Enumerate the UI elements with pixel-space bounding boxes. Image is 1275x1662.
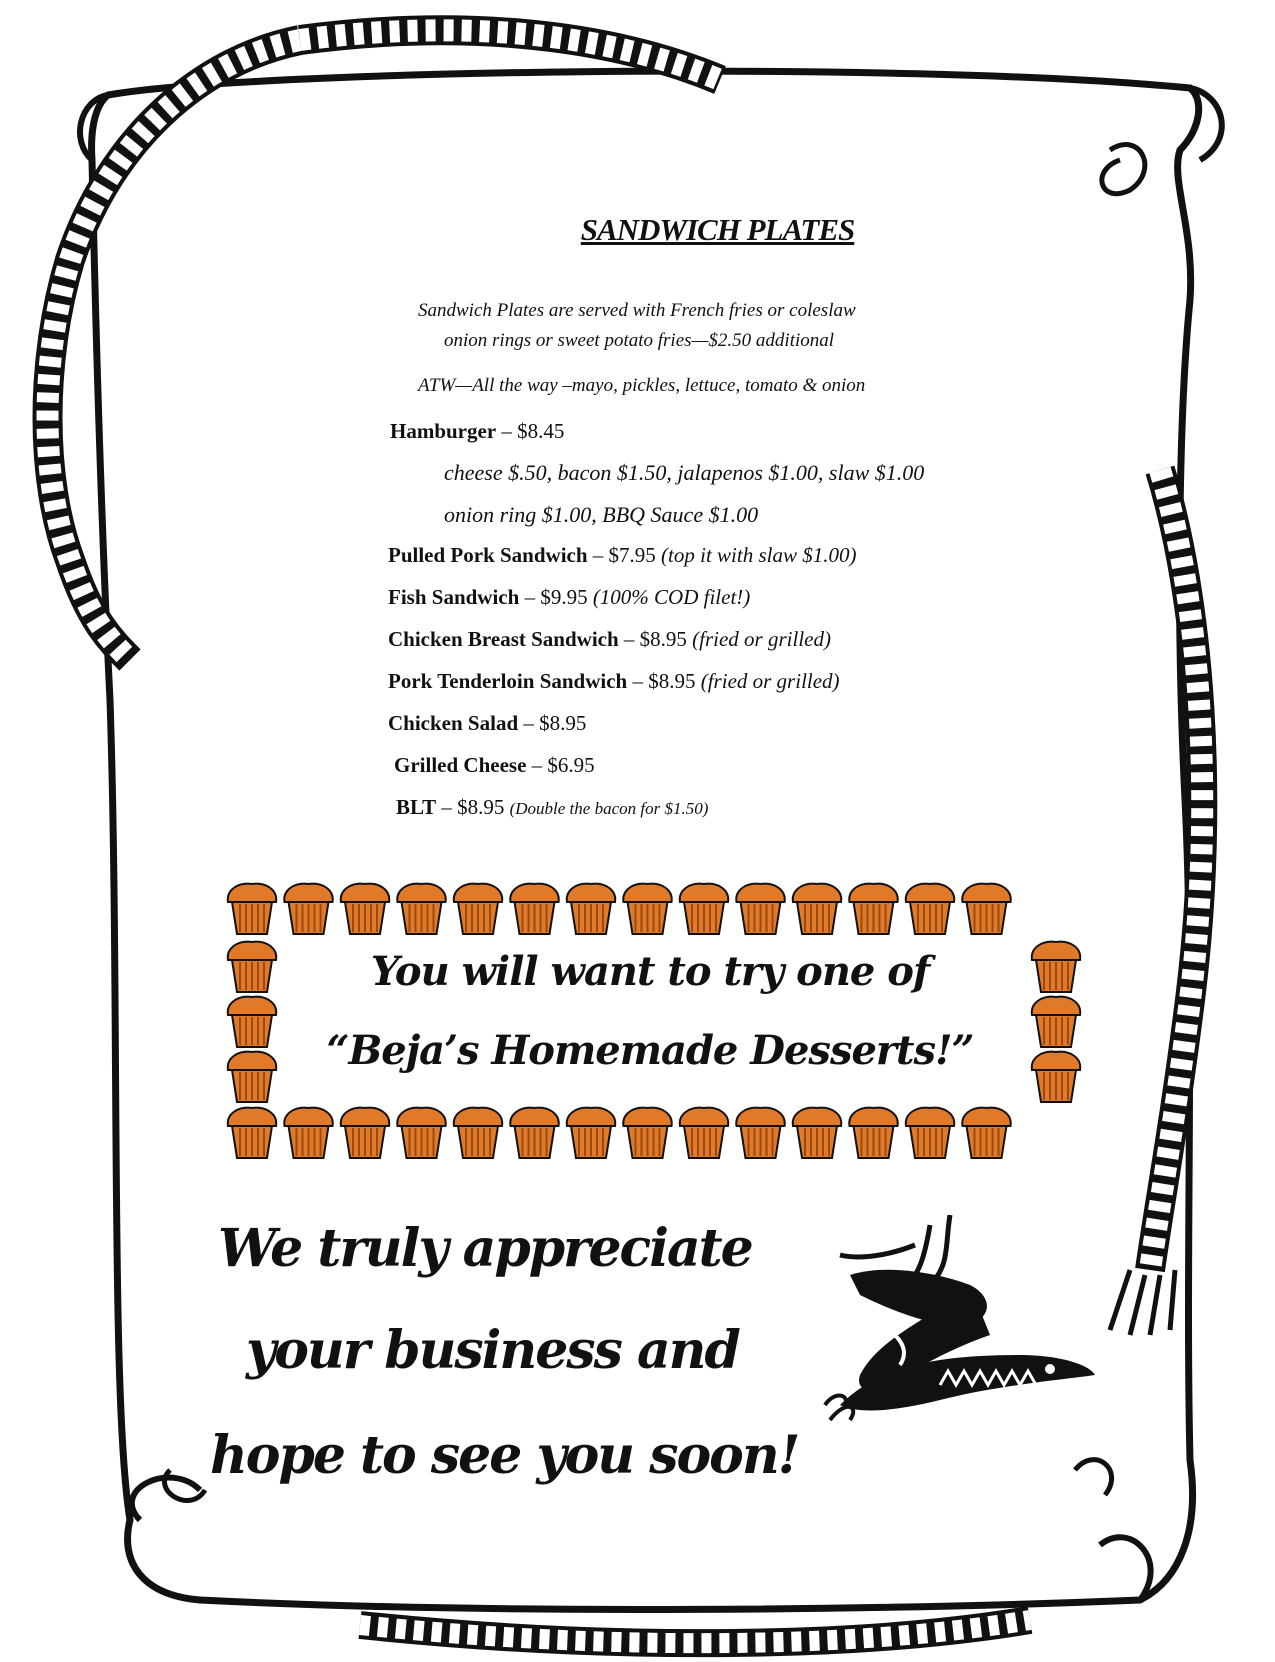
- item-name: Chicken Salad: [388, 711, 519, 735]
- muffin-icon: [623, 884, 671, 934]
- muffin-icon: [680, 884, 728, 934]
- item-price: – $9.95: [519, 585, 593, 609]
- muffin-icon: [284, 1108, 332, 1158]
- muffin-icon: [284, 884, 332, 934]
- muffin-icon: [228, 1108, 276, 1158]
- muffin-icon: [906, 884, 954, 934]
- muffin-icon: [680, 1108, 728, 1158]
- closing-line2: your business and: [246, 1320, 739, 1381]
- item-name: Fish Sandwich: [388, 585, 520, 609]
- dessert-line2: “Beja’s Homemade Desserts!”: [326, 1027, 974, 1074]
- muffin-icon: [906, 1108, 954, 1158]
- muffin-icon: [228, 1052, 276, 1102]
- hamburger-addons-line2: onion ring $1.00, BBQ Sauce $1.00: [444, 502, 759, 527]
- item-extra: (100% COD filet!): [592, 585, 751, 609]
- muffin-icon: [793, 1108, 841, 1158]
- muffin-icon: [736, 884, 784, 934]
- item-name: BLT: [396, 795, 437, 819]
- closing-line3: hope to see you soon!: [210, 1425, 799, 1486]
- muffin-icon: [623, 1108, 671, 1158]
- muffin-icon: [341, 1108, 389, 1158]
- dessert-line1: You will want to try one of: [370, 948, 930, 995]
- item-extra: (top it with slaw $1.00): [661, 543, 857, 567]
- muffin-icon: [962, 1108, 1010, 1158]
- muffin-icon: [849, 884, 897, 934]
- muffin-icon: [510, 884, 558, 934]
- hamburger-addons-line1: cheese $.50, bacon $1.50, jalapenos $1.00, slaw $1.00: [444, 460, 925, 485]
- muffin-icon: [454, 1108, 502, 1158]
- muffin-icon: [567, 1108, 615, 1158]
- muffin-icon: [454, 884, 502, 934]
- muffin-icon: [849, 1108, 897, 1158]
- menu-note-line1: Sandwich Plates are served with French fries or coleslaw: [418, 300, 856, 321]
- muffin-icon: [510, 1108, 558, 1158]
- muffin-icon: [228, 884, 276, 934]
- item-price: – $8.95: [518, 711, 587, 735]
- muffin-icon: [228, 997, 276, 1047]
- item-extra: (Double the bacon for $1.50): [509, 799, 709, 818]
- muffin-icon: [1032, 1052, 1080, 1102]
- muffin-icon: [736, 1108, 784, 1158]
- menu-title: SANDWICH PLATES: [580, 212, 855, 247]
- catfish-icon: [820, 1215, 1100, 1430]
- menu-note-line3: ATW—All the way –mayo, pickles, lettuce, tomato & onion: [418, 375, 866, 396]
- item-extra: (fried or grilled): [700, 669, 840, 693]
- muffin-icon: [1032, 997, 1080, 1047]
- item-name: Hamburger: [390, 419, 497, 443]
- muffin-icon: [228, 942, 276, 992]
- menu-note-line2: onion rings or sweet potato fries—$2.50 additional: [444, 330, 835, 351]
- item-name: Chicken Breast Sandwich: [388, 627, 619, 651]
- muffin-icon: [793, 884, 841, 934]
- item-price: – $8.95: [627, 669, 701, 693]
- item-price: – $7.95: [587, 543, 662, 567]
- item-name: Pork Tenderloin Sandwich: [388, 669, 628, 693]
- muffin-icon: [962, 884, 1010, 934]
- item-price: – $8.95: [436, 795, 510, 819]
- item-name: Pulled Pork Sandwich: [388, 543, 588, 567]
- item-name: Grilled Cheese: [394, 753, 527, 777]
- muffin-icon: [567, 884, 615, 934]
- item-extra: (fried or grilled): [692, 627, 831, 651]
- muffin-icon: [397, 1108, 445, 1158]
- closing-line1: We truly appreciate: [218, 1218, 752, 1279]
- muffin-icon: [341, 884, 389, 934]
- item-price: – $8.95: [618, 627, 693, 651]
- muffin-icon: [397, 884, 445, 934]
- muffin-icon: [1032, 942, 1080, 992]
- item-price: – $6.95: [526, 753, 595, 777]
- item-price: – $8.45: [496, 419, 565, 443]
